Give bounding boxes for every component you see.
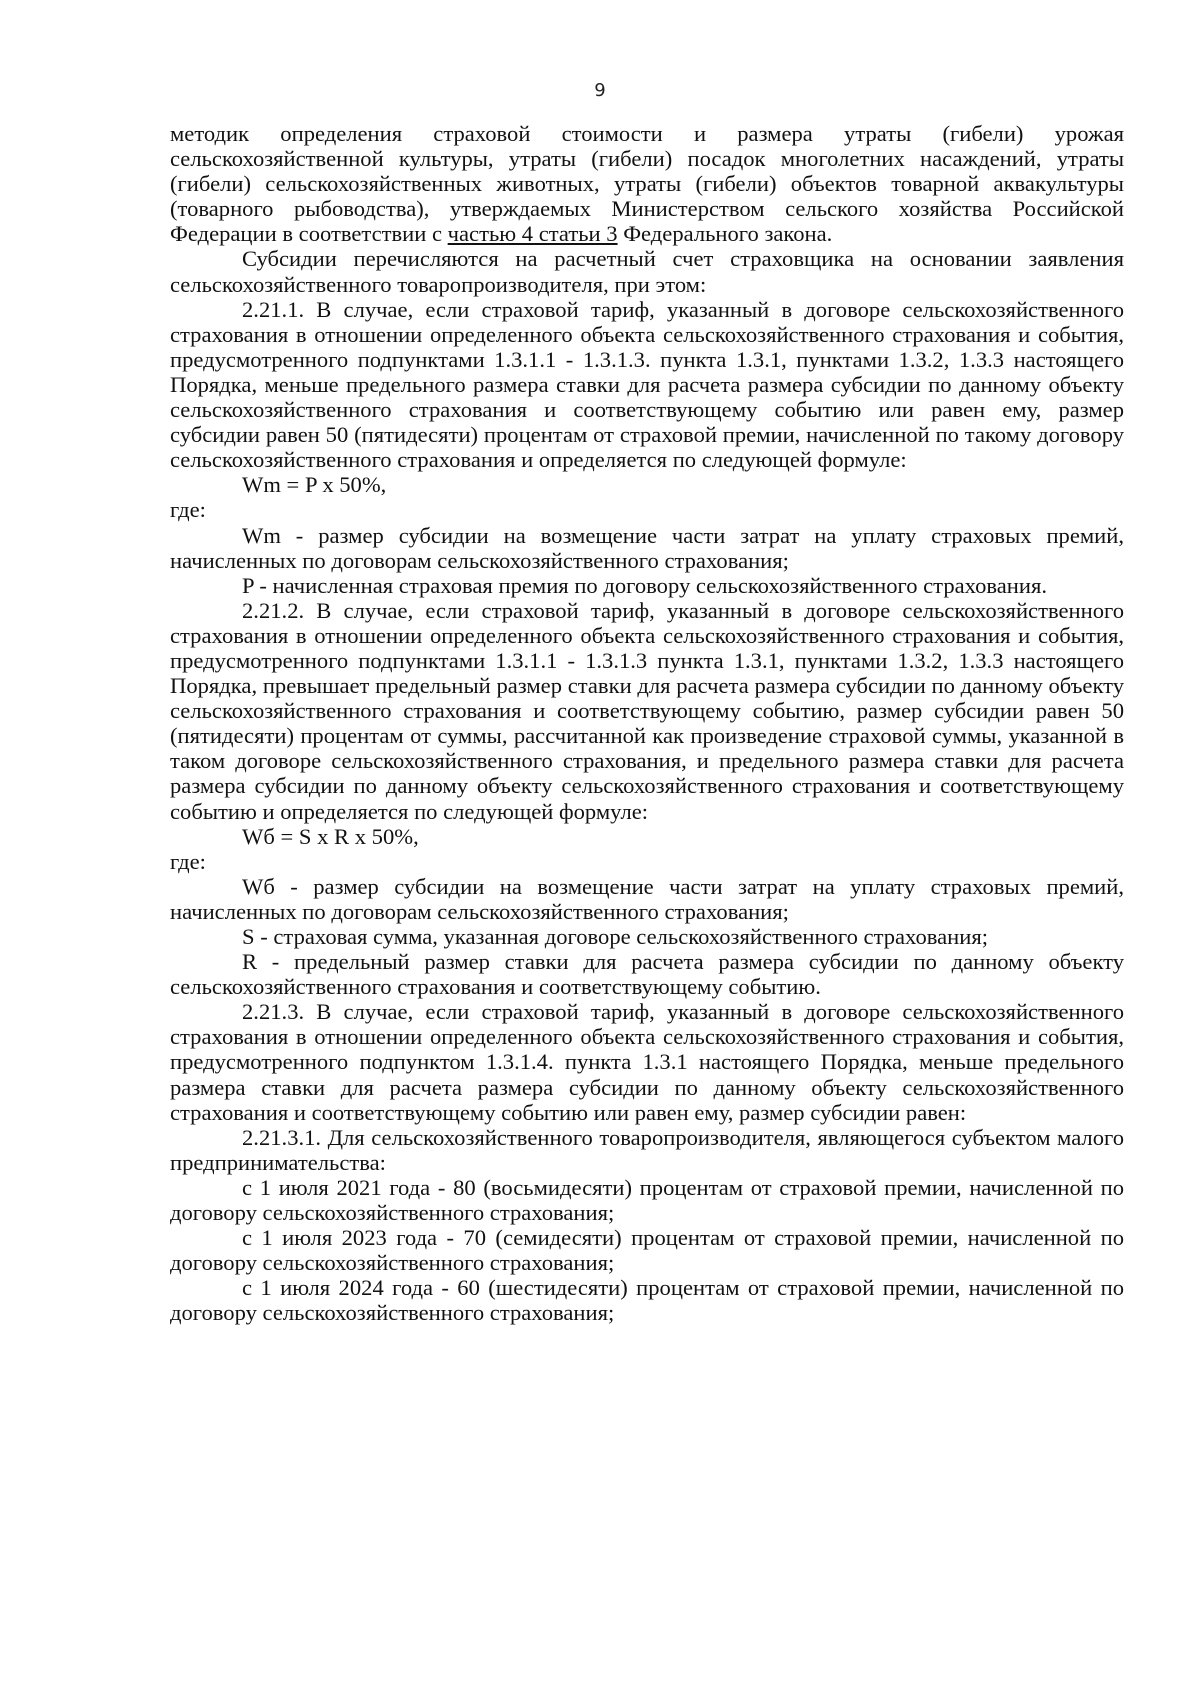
paragraph-continuation	[170, 121, 1124, 246]
paragraph-text: Федерального закона.	[617, 221, 833, 247]
paragraph-item-2-21-2: 2.21.2. В случае, если страховой тариф, указанный в договоре сельскохозяйственного страхования в отношении определенного объекта сельскохозяйственного страхования и события, предусмотренного подпунктами 1.3.1.1 - 1.3.1.3 пункта 1.3.1, пунктами 1.3.2, 1.3.3 настоящего Порядка, превышает предельный размер ставки для расчета размера субсидии по данному объекту сельскохозяйственного страхования и соответствующему событию, размер субсидии равен 50 (пятидесяти) процентам от суммы, рассчитанной как произведение страховой суммы, указанной в таком договоре сельскохозяйственного страхования, и предельного размера ставки для расчета размера субсидии по данному объекту сельскохозяйственного страхования и соответствующему событию и определяется по следующей формуле:	[170, 597, 1124, 824]
page-number: 9	[594, 80, 606, 101]
paragraph-text: методик определения страховой стоимости и размера утраты (гибели) урожая сельскохозяйственной культуры, утраты (гибели) посадок многолетних насаждений, утраты (гибели) сельскохозяйственных животных, утраты (гибели) объектов товарной аквакультуры (товарного рыбоводства), утверждаемых Министерством сельского хозяйства Российской Федерации в соответствии с	[170, 121, 1124, 247]
definition-r: R - предельный размер ставки для расчета размера субсидии по данному объекту сельскохозяйственного страхования и соответствующему событию.	[170, 949, 1124, 1000]
rate-from-2024: с 1 июля 2024 года - 60 (шестидесяти) процентам от страховой премии, начисленной по договору сельскохозяйственного страхования;	[170, 1275, 1124, 1326]
paragraph-item-2-21-3-1: 2.21.3.1. Для сельскохозяйственного товаропроизводителя, являющегося субъектом малого предпринимательства:	[170, 1124, 1124, 1175]
formula-wb: Wб = S x R x 50%,	[242, 823, 419, 849]
formula-wm: Wm = P x 50%,	[242, 472, 387, 498]
where-label: где:	[170, 497, 206, 523]
rate-from-2023: с 1 июля 2023 года - 70 (семидесяти) процентам от страховой премии, начисленной по договору сельскохозяйственного страхования;	[170, 1225, 1124, 1276]
document-body	[170, 121, 1124, 1326]
definition-wb: Wб - размер субсидии на возмещение части затрат на уплату страховых премий, начисленных по договорам сельскохозяйственного страхования;	[170, 873, 1124, 924]
definition-wm: Wm - размер субсидии на возмещение части затрат на уплату страховых премий, начисленных по договорам сельскохозяйственного страхования;	[170, 522, 1124, 573]
definition-s: S - страховая сумма, указанная договоре сельскохозяйственного страхования;	[242, 924, 989, 949]
where-label: где:	[170, 848, 206, 874]
rate-from-2021: с 1 июля 2021 года - 80 (восьмидесяти) процентам от страховой премии, начисленной по договору сельскохозяйственного страхования;	[170, 1174, 1124, 1226]
paragraph-subsidies-transfer: Субсидии перечисляются на расчетный счет страховщика на основании заявления сельскохозяйственного товаропроизводителя, при этом:	[170, 246, 1124, 297]
law-reference-link: частью 4 статьи 3	[447, 221, 618, 247]
definition-p: P - начисленная страховая премия по договору сельскохозяйственного страхования.	[242, 572, 1047, 598]
paragraph-item-2-21-3: 2.21.3. В случае, если страховой тариф, указанный в договоре сельскохозяйственного страхования в отношении определенного объекта сельскохозяйственного страхования и события, предусмотренного подпунктом 1.3.1.4. пункта 1.3.1 настоящего Порядка, меньше предельного размера ставки для расчета размера субсидии по данному объекту сельскохозяйственного страхования и соответствующему событию или равен ему, размер субсидии равен:	[170, 999, 1124, 1125]
paragraph-item-2-21-1: 2.21.1. В случае, если страховой тариф, указанный в договоре сельскохозяйственного страхования в отношении определенного объекта сельскохозяйственного страхования и события, предусмотренного подпунктами 1.3.1.1 - 1.3.1.3. пункта 1.3.1, пунктами 1.3.2, 1.3.3 настоящего Порядка, меньше предельного размера ставки для расчета размера субсидии по данному объекту сельскохозяйственного страхования и соответствующему событию или равен ему, размер субсидии равен 50 (пятидесяти) процентам от страховой премии, начисленной по такому договору сельскохозяйственного страхования и определяется по следующей формуле:	[170, 296, 1124, 473]
